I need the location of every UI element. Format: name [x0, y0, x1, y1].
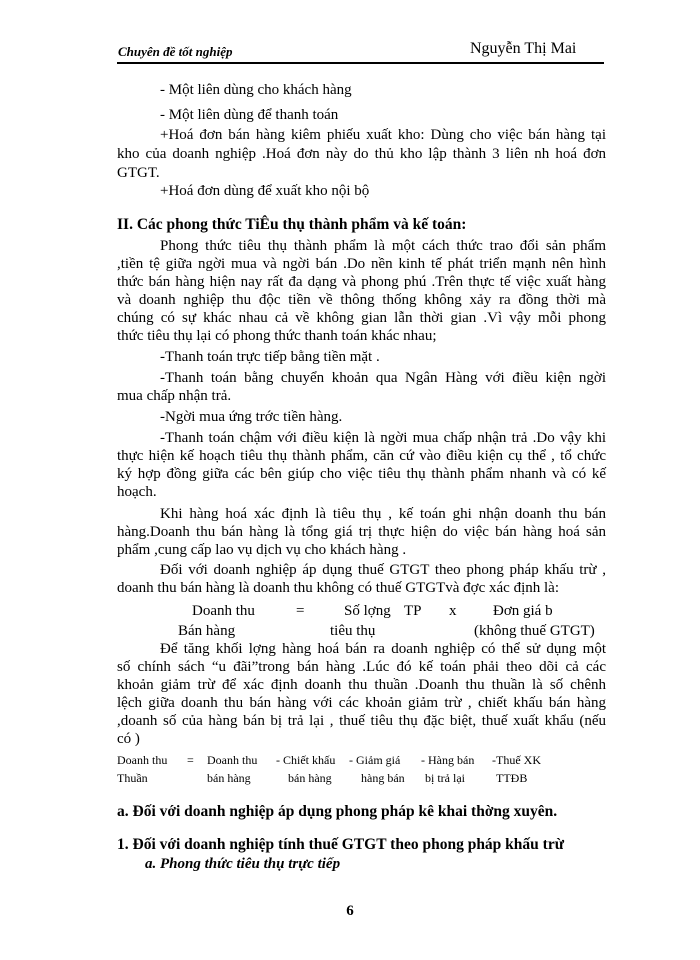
formula-term: bán hàng	[288, 771, 332, 785]
paragraph-line: ,tiền tệ giữa ngời mua và ngời bán .Do nền kinh tế phát triển mạnh nên hình	[117, 256, 606, 272]
paragraph-line: khoản giảm trừ để xác định doanh thu thuần .Doanh thu thuần là số chênh	[117, 677, 606, 693]
line: - Một liên dùng cho khách hàng	[160, 82, 352, 98]
page-number: 6	[346, 903, 354, 919]
bullet-line: thực hiện kế hoạch tiêu thụ thành phẩm, căn cứ vào điều kiện cụ thể , tổ chức	[117, 448, 606, 464]
paragraph-line: phẩm ,cung cấp lao vụ dịch vụ cho khách hàng .	[117, 542, 407, 558]
header-divider	[117, 62, 604, 64]
bullet-line: mua chấp nhận trả.	[117, 388, 232, 404]
formula-term: Số lợng	[344, 603, 391, 619]
formula-term: Bán hàng	[178, 623, 236, 639]
subsection-heading: a. Đối với doanh nghiệp áp dụng phong pháp kê khai thờng xuyên.	[117, 803, 558, 820]
bullet-line: -Thanh toán trực tiếp bằng tiền mặt .	[160, 349, 380, 365]
header-left: Chuyên đề tốt nghiệp	[118, 44, 233, 59]
formula-term: Doanh thu	[117, 753, 168, 767]
formula-term: -Thuế XK	[492, 753, 541, 767]
formula-operator: =	[187, 753, 194, 767]
formula-term: bị trả lại	[425, 771, 465, 785]
paragraph-line: thức tiêu thụ lại có phong thức thanh toán khác nhau;	[117, 328, 437, 344]
subsection-heading: 1. Đối với doanh nghiệp tính thuế GTGT theo phong pháp khấu trừ	[117, 836, 565, 853]
paragraph-line: lệch giữa doanh thu bán hàng với các khoản giảm trừ , chiết khấu bán hàng	[117, 695, 606, 711]
line: +Hoá đơn dùng để xuất kho nội bộ	[160, 183, 370, 199]
formula-term: TP	[404, 603, 422, 619]
paragraph-line: số chính sách “u đãi”trong bán hàng .Lúc đó kế toán phải theo dõi cả các	[117, 659, 606, 675]
paragraph-line: chúng có sự khác nhau cả về không gian lẫn thời gian .Vì vậy mỗi phong	[117, 310, 606, 326]
line: GTGT.	[117, 165, 160, 181]
formula-term: (không thuế GTGT)	[474, 623, 595, 639]
formula-operator: x	[449, 603, 457, 619]
subsection-heading: a. Phong thức tiêu thụ trực tiếp	[145, 856, 341, 872]
formula-term: Doanh thu	[192, 603, 255, 619]
formula-term: Doanh thu	[207, 753, 258, 767]
paragraph-line: Để tăng khối lợng hàng hoá bán ra doanh nghiệp có thể sử dụng một	[160, 641, 606, 657]
formula-term: Đơn giá b	[493, 603, 553, 619]
line: - Một liên dùng để thanh toán	[160, 107, 339, 123]
formula-term: - Giảm giá	[349, 753, 401, 767]
paragraph-line: hàng.Doanh thu bán hàng là tổng giá trị thực hiện do việc bán hàng hoá sản	[117, 524, 606, 540]
line: kho của doanh nghiệp .Hoá đơn này do thủ kho lập thành 3 liên nh hoá đơn	[117, 146, 606, 162]
paragraph-line: Phong thức tiêu thụ thành phẩm là một cách thức trao đổi sản phẩm	[160, 238, 606, 254]
formula-term: - Chiết khấu	[276, 753, 336, 767]
bullet-line: -Thanh toán chậm với điều kiện là ngời mua chấp nhận trả .Do vậy khi	[160, 430, 606, 446]
formula-term: bán hàng	[207, 771, 251, 785]
formula-term: Thuần	[117, 771, 148, 785]
bullet-line: -Thanh toán bằng chuyển khoản qua Ngân Hàng với điều kiện ngời	[160, 370, 606, 386]
line: +Hoá đơn bán hàng kiêm phiếu xuất kho: Dùng cho việc bán hàng tại	[160, 127, 606, 143]
header-right: Nguyễn Thị Mai	[470, 40, 577, 57]
paragraph-line: thức bán hàng hiện nay rất đa dạng và phong phú .Trên thực tế việc xuất hàng	[117, 274, 606, 290]
section-title: II. Các phong thức TiÊu thụ thành phẩm và kế toán:	[117, 216, 467, 233]
formula-operator: =	[296, 603, 305, 619]
bullet-line: -Ngời mua ứng trớc tiền hàng.	[160, 409, 343, 425]
formula-term: TTĐB	[496, 771, 528, 785]
formula-term: tiêu thụ	[330, 623, 376, 639]
paragraph-line: doanh thu bán hàng là doanh thu không có thuế GTGTvà đợc xác định là:	[117, 580, 559, 596]
paragraph-line: ,doanh số của hàng bán bị trả lại , thuế tiêu thụ đặc biệt, thuế xuất khẩu (nếu	[117, 713, 606, 729]
formula-term: hàng bán	[361, 771, 405, 785]
bullet-line: ký hợp đồng giữa các bên giúp cho việc tiêu thụ thành phẩm nhanh và có kế	[117, 466, 606, 482]
paragraph-line: và doanh nghiệp thu độc tiền về thông thống không xảy ra đồng thời mà	[117, 292, 606, 308]
bullet-line: hoạch.	[117, 484, 157, 500]
paragraph-line: Khi hàng hoá xác định là tiêu thụ , kế toán ghi nhận doanh thu bán	[160, 506, 606, 522]
paragraph-line: Đối với doanh nghiệp áp dụng thuế GTGT theo phong pháp khấu trừ ,	[160, 562, 606, 578]
paragraph-line: có )	[117, 731, 140, 747]
formula-term: - Hàng bán	[421, 753, 475, 767]
